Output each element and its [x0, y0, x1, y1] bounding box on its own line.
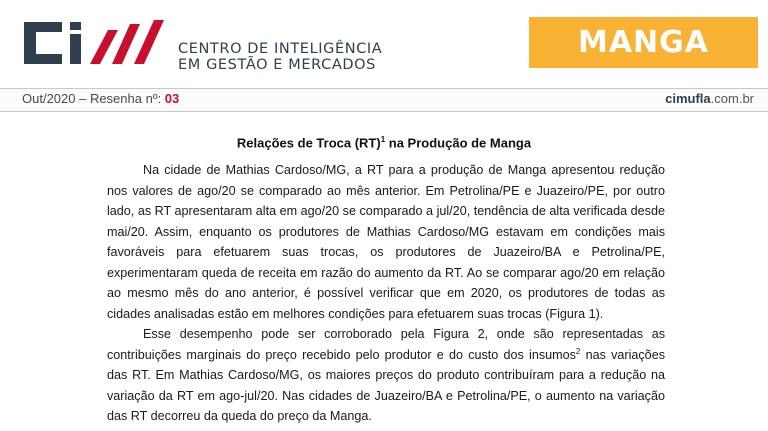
paragraph-2-start: Esse desempenho pode ser corroborado pela Figura 2, onde são representadas as contribuições marginais do preço recebido pelo produtor e do custo dos insumos [107, 327, 665, 362]
article-body [107, 160, 665, 427]
cim-logo [22, 18, 172, 68]
issue-label [22, 91, 179, 106]
footnote-ref-2: 2 [575, 346, 581, 356]
org-name-line2: EM GESTÃO E MERCADOS [178, 57, 376, 73]
paragraph-1: Na cidade de Mathias Cardoso/MG, a RT para a produção de Manga apresentou redução nos valores de ago/20 se comparado ao mês anterior. Em Petrolina/PE e Juazeiro/PE, por outro lado, as RT apresentaram alta em ago/20 se comparado a jul/20, tendência de alta verificada desde mai/20. Assim, enquanto os produtores de Mathias Cardoso/MG estavam em condições mais favoráveis para efetuarem suas trocas, os produtores de Juazeiro/BA e Petrolina/PE, experimentaram queda de receita em razão do aumento da RT. Ao se comparar ago/20 em relação ao mesmo mês do ano anterior, é possível verificar que em 2020, os produtores de todas as cidades analisadas estão em melhores condições para efetuarem suas trocas (Figura 1). [107, 163, 665, 321]
footnote-ref-1: 1 [380, 135, 386, 144]
article-title [0, 135, 768, 150]
issue-bar [0, 88, 768, 112]
site-domain: .com.br [710, 91, 754, 106]
org-name-line1: CENTRO DE INTELIGÊNCIA [178, 41, 383, 57]
product-badge: MANGA [529, 17, 758, 68]
issue-number: 03 [164, 91, 180, 106]
organization-name [178, 41, 382, 73]
title-text-end: na Produção de Manga [385, 135, 532, 151]
header [0, 0, 768, 88]
title-text: Relações de Troca (RT) [236, 135, 381, 151]
website-link[interactable] [665, 91, 754, 106]
paragraph-2-end: nas variações das RT. Em Mathias Cardoso/MG, os maiores preços do produto contribuíram para a redução na variação da RT em ago-jul/20. Nas cidades de Juazeiro/BA e Petrolina/PE, o aumento na variação das RT decorreu da queda do preço da Manga. [107, 347, 665, 423]
paragraph-2 [107, 324, 665, 427]
site-name: cimufla [665, 91, 711, 106]
issue-prefix: Out/2020 – Resenha nº: [22, 91, 165, 106]
